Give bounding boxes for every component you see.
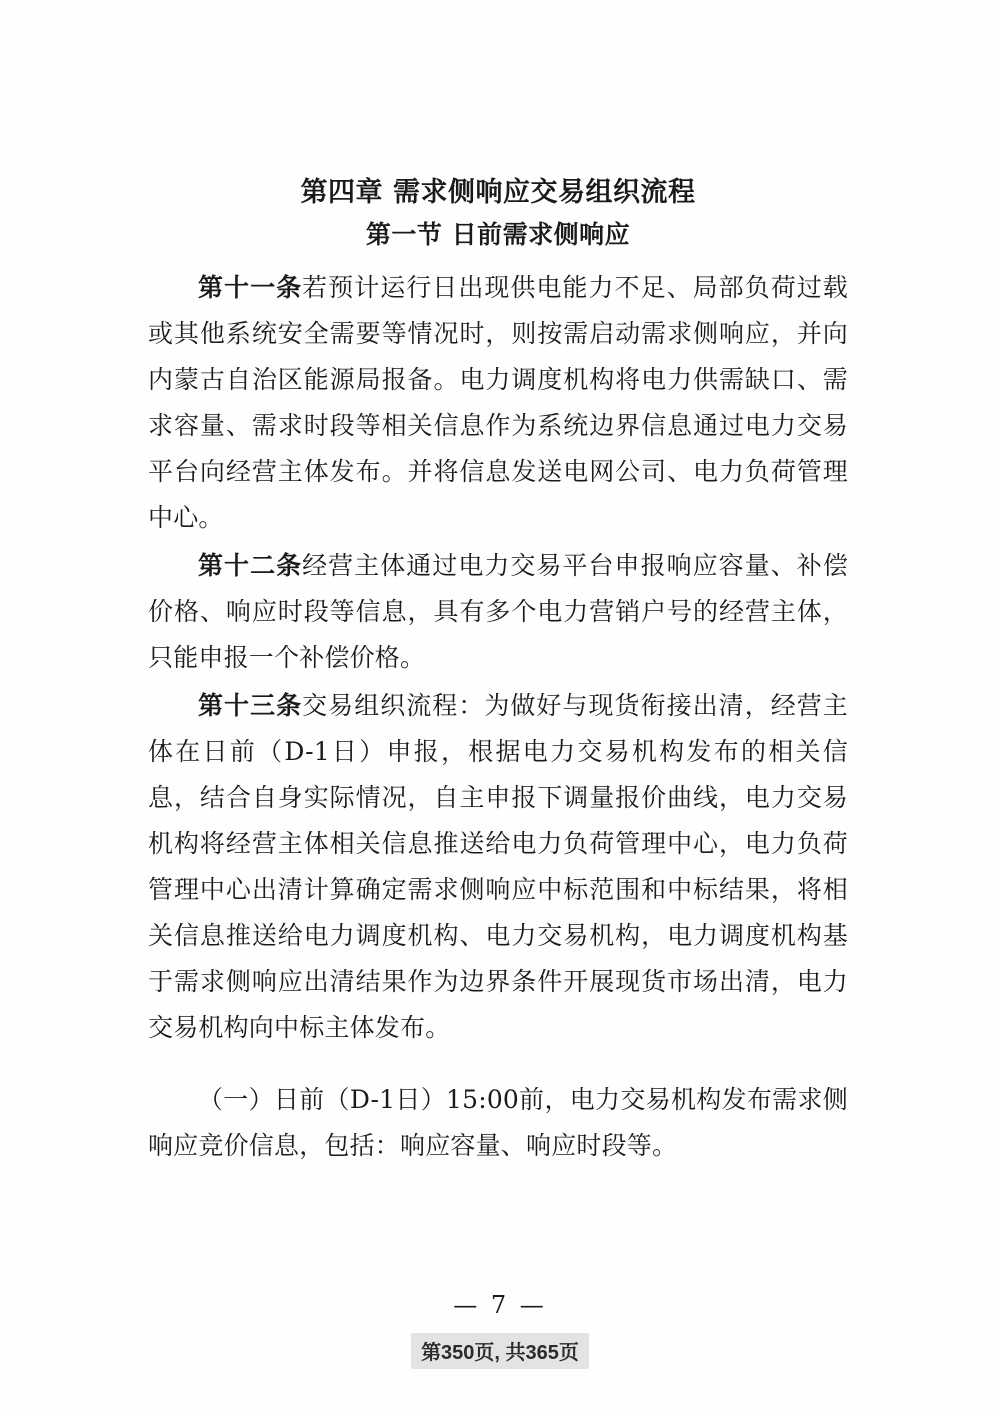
article-body: 交易组织流程：为做好与现货衔接出清，经营主体在日前（D-1日）申报，根据电力交易机构发布的相关信息，结合自身实际情况，自主申报下调量报价曲线，电力交易机构将经营主体相关信息推送给电力负荷管理中心，电力负荷管理中心出清计算确定需求侧响应中标范围和中标结果，将相关信息推送给电力调度机构、电力交易机构，电力调度机构基于需求侧响应出清结果作为边界条件开展现货市场出清，电力交易机构向中标主体发布。 bbox=[148, 691, 848, 1042]
article-body: 经营主体通过电力交易平台申报响应容量、补偿价格、响应时段等信息，具有多个电力营销户号的经营主体，只能申报一个补偿价格。 bbox=[148, 551, 848, 672]
article-label: 第十一条 bbox=[198, 273, 303, 302]
item-body: （一）日前（D-1日）15:00前，电力交易机构发布需求侧响应竞价信息，包括：响应容量、响应时段等。 bbox=[148, 1085, 848, 1160]
article-body: 若预计运行日出现供电能力不足、局部负荷过载或其他系统安全需要等情况时，则按需启动需求侧响应，并向内蒙古自治区能源局报备。电力调度机构将电力供需缺口、需求容量、需求时段等相关信息作为系统边界信息通过电力交易平台向经营主体发布。并将信息发送电网公司、电力负荷管理中心。 bbox=[148, 273, 848, 532]
paragraph-article-12 bbox=[148, 543, 848, 681]
section-title: 第一节 日前需求侧响应 bbox=[365, 220, 631, 249]
paragraph-article-13 bbox=[148, 683, 848, 1051]
chapter-title: 第四章 需求侧响应交易组织流程 bbox=[300, 177, 696, 208]
paragraph-item-1 bbox=[148, 1077, 848, 1169]
article-label: 第十三条 bbox=[198, 691, 303, 720]
page-count-stamp: 第350页, 共365页 bbox=[411, 1333, 589, 1369]
page-footer bbox=[0, 1291, 1000, 1369]
page-number: — 7 — bbox=[453, 1291, 547, 1319]
article-label: 第十二条 bbox=[198, 551, 303, 580]
paragraph-article-11 bbox=[148, 265, 848, 541]
